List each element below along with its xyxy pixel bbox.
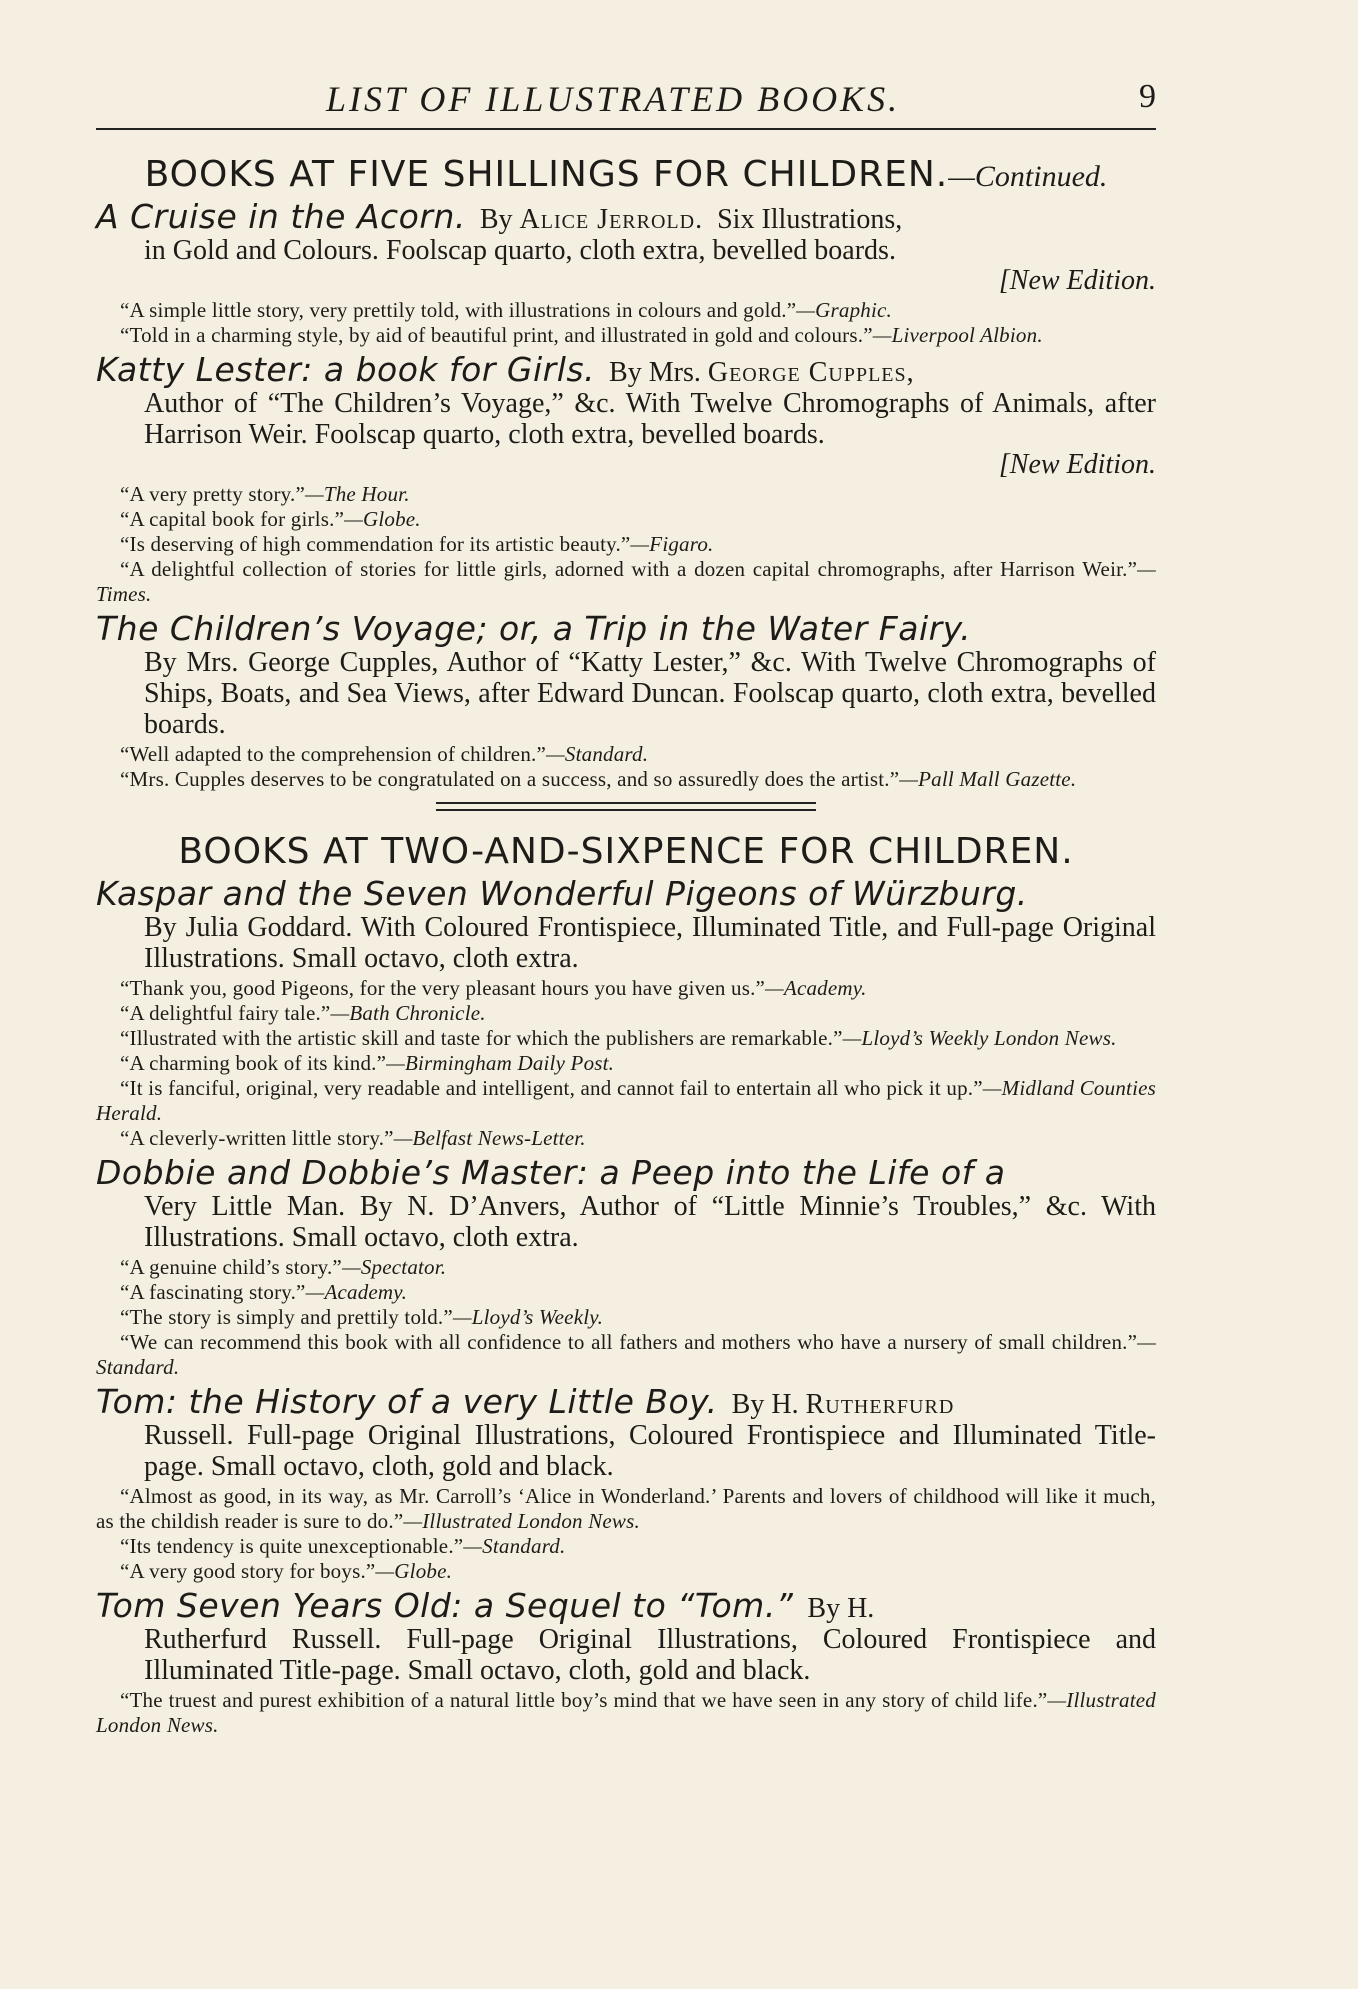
book-title: Katty Lester: a book for Girls.: [96, 350, 596, 389]
running-title: LIST OF ILLUSTRATED BOOKS.: [326, 79, 901, 119]
by-label: By Mrs.: [609, 357, 701, 388]
by-label: By H.: [807, 1593, 875, 1624]
entry-head: [96, 197, 1156, 236]
book-author: Rutherfurd: [805, 1389, 955, 1420]
review-source: —Figaro.: [630, 532, 714, 556]
reviews: [96, 742, 1156, 792]
review-text: “A very pretty story.”: [120, 482, 305, 506]
section-five-shillings: [96, 154, 1156, 792]
review: [96, 507, 1156, 532]
section-heading: [96, 154, 1156, 195]
book-title: The Children’s Voyage; or, a Trip in the Water Fairy.: [96, 609, 972, 648]
review-source: —Birmingham Daily Post.: [386, 1051, 615, 1075]
review-source: —Standard.: [546, 742, 649, 766]
review-source: —Standard.: [96, 1330, 1156, 1379]
review: [96, 1001, 1156, 1026]
section-heading-text: BOOKS AT TWO-AND-SIXPENCE FOR CHILDREN.: [178, 831, 1074, 872]
review: [96, 767, 1156, 792]
review-text: “Told in a charming style, by aid of beautiful print, and illustrated in gold and colours.”: [120, 323, 873, 347]
review-text: “We can recommend this book with all confidence to all fathers and mothers who have a nursery of small children.”: [120, 1330, 1138, 1354]
reviews: [96, 298, 1156, 348]
book-entry: [96, 1382, 1156, 1584]
review: [96, 1559, 1156, 1584]
book-title: Kaspar and the Seven Wonderful Pigeons of Würzburg.: [96, 874, 1028, 913]
review-source: —The Hour.: [304, 482, 410, 506]
entry-head: [96, 1382, 1156, 1421]
review-source: —Academy.: [305, 1280, 408, 1304]
review-text: “Well adapted to the comprehension of children.”: [120, 742, 547, 766]
review: [96, 1126, 1156, 1151]
review: [96, 1688, 1156, 1738]
review: [96, 298, 1156, 323]
book-entry: [96, 874, 1156, 1151]
entry-head: [96, 1586, 1156, 1625]
edition-note: [New Edition.: [998, 449, 1156, 480]
book-title: A Cruise in the Acorn.: [96, 197, 466, 236]
by-label: By: [479, 204, 513, 235]
review: [96, 1330, 1156, 1380]
entry-head: [96, 609, 1156, 648]
review-source: —Lloyd’s Weekly London News.: [842, 1026, 1117, 1050]
review-text: “A fascinating story.”: [120, 1280, 306, 1304]
review-source: —Standard.: [463, 1534, 566, 1558]
review-text: “A cleverly-written little story.”: [120, 1126, 394, 1150]
book-details: By Mrs. George Cupples, Author of “Katty Lester,” &c. With Twelve Chromographs of Ships, Boats, and Sea Views, after Edward Duncan. Foolscap quarto, cloth extra, bevelled boards.: [144, 647, 1156, 740]
book-details-first: Six Illustrations,: [717, 204, 903, 235]
review-source: —Pall Mall Gazette.: [899, 767, 1077, 791]
review: [96, 1051, 1156, 1076]
reviews: [96, 1484, 1156, 1584]
edition-note: [New Edition.: [998, 265, 1156, 296]
book-author: George Cupples,: [707, 357, 915, 388]
book-title: Dobbie and Dobbie’s Master: a Peep into the Life of a: [96, 1153, 1006, 1192]
review-text: “A delightful fairy tale.”: [120, 1001, 331, 1025]
review-source: —Bath Chronicle.: [330, 1001, 486, 1025]
book-details: By Julia Goddard. With Coloured Frontispiece, Illuminated Title, and Full-page Original Illustrations. Small octavo, cloth extra.: [144, 912, 1156, 974]
review-text: “A delightful collection of stories for little girls, adorned with a dozen capital chromographs, after Harrison Weir.”: [120, 557, 1138, 581]
review: [96, 532, 1156, 557]
entry-head: [96, 350, 1156, 389]
book-details: Very Little Man. By N. D’Anvers, Author of “Little Minnie’s Troubles,” &c. With Illustrations. Small octavo, cloth extra.: [144, 1191, 1156, 1253]
book-details: Rutherfurd Russell. Full-page Original Illustrations, Coloured Frontispiece and Illuminated Title-page. Small octavo, cloth, gold and black.: [144, 1624, 1156, 1686]
reviews: [96, 482, 1156, 607]
review-text: “A genuine child’s story.”: [120, 1255, 342, 1279]
review-text: “Thank you, good Pigeons, for the very pleasant hours you have given us.”: [120, 976, 766, 1000]
book-details: Russell. Full-page Original Illustrations, Coloured Frontispiece and Illuminated Title-page. Small octavo, cloth, gold and black.: [144, 1420, 1156, 1482]
review-source: —Belfast News-Letter.: [393, 1126, 586, 1150]
review: [96, 323, 1156, 348]
section-heading: [96, 831, 1156, 872]
review: [96, 1280, 1156, 1305]
book-details: Author of “The Children’s Voyage,” &c. With Twelve Chromographs of Animals, after Harrison Weir. Foolscap quarto, cloth extra, bevelled boards.: [144, 388, 1156, 450]
book-author: Alice Jerrold.: [519, 204, 704, 235]
review-source: —Illustrated London News.: [403, 1509, 640, 1533]
section-two-and-sixpence: [96, 831, 1156, 1738]
review-source: —Academy.: [765, 976, 867, 1000]
section-divider: [436, 802, 816, 811]
reviews: [96, 976, 1156, 1151]
by-label: By H.: [731, 1389, 799, 1420]
review-text: “Illustrated with the artistic skill and taste for which the publishers are remarkable.”: [120, 1026, 843, 1050]
section-heading-continued: —Continued.: [948, 160, 1108, 193]
review-text: “A capital book for girls.”: [120, 507, 345, 531]
entry-head: [96, 874, 1156, 913]
review-text: “The story is simply and prettily told.”: [120, 1305, 453, 1329]
reviews: [96, 1688, 1156, 1738]
review: [96, 557, 1156, 607]
review-source: —Times.: [96, 557, 1156, 606]
review-text: “It is fanciful, original, very readable and intelligent, and cannot fail to entertain all who pick it up.”: [120, 1076, 983, 1100]
review-text: “A charming book of its kind.”: [120, 1051, 387, 1075]
review: [96, 1076, 1156, 1126]
review-source: —Spectator.: [341, 1255, 447, 1279]
review: [96, 1534, 1156, 1559]
book-entry: [96, 609, 1156, 792]
running-head: [96, 78, 1156, 134]
review: [96, 742, 1156, 767]
review: [96, 1484, 1156, 1534]
review-text: “Is deserving of high commendation for its artistic beauty.”: [120, 532, 631, 556]
review-text: “A simple little story, very prettily told, with illustrations in colours and gold.”: [120, 298, 797, 322]
book-title: Tom: the History of a very Little Boy.: [96, 1382, 718, 1421]
review-source: —Graphic.: [796, 298, 892, 322]
review-source: —Lloyd’s Weekly.: [452, 1305, 604, 1329]
review-source: —Globe.: [375, 1559, 453, 1583]
review-source: —Liverpool Albion.: [872, 323, 1043, 347]
review-text: “The truest and purest exhibition of a natural little boy’s mind that we have seen in any story of child life.”: [120, 1688, 1048, 1712]
header-rule: [96, 128, 1156, 130]
book-entry: [96, 350, 1156, 607]
review: [96, 1305, 1156, 1330]
review: [96, 1026, 1156, 1051]
reviews: [96, 1255, 1156, 1380]
review-text: “Mrs. Cupples deserves to be congratulated on a success, and so assuredly does the artist.”: [120, 767, 900, 791]
section-heading-text: BOOKS AT FIVE SHILLINGS FOR CHILDREN.: [144, 154, 949, 195]
entry-head: [96, 1153, 1156, 1192]
review-text: “Its tendency is quite unexceptionable.”: [120, 1534, 464, 1558]
book-details: in Gold and Colours. Foolscap quarto, cloth extra, bevelled boards.: [144, 235, 896, 266]
book-entry: [96, 197, 1156, 348]
book-entry: [96, 1153, 1156, 1380]
review: [96, 1255, 1156, 1280]
review-text: “Almost as good, in its way, as Mr. Carroll’s ‘Alice in Wonderland.’ Parents and lovers of childhood will like it much, as the childish reader is sure to do.”: [96, 1484, 1156, 1533]
page-content: [96, 150, 1156, 1744]
review-source: —Illustrated London News.: [96, 1688, 1156, 1737]
review: [96, 976, 1156, 1001]
book-title: Tom Seven Years Old: a Sequel to “Tom.”: [96, 1586, 794, 1625]
book-entry: [96, 1586, 1156, 1738]
review: [96, 482, 1156, 507]
review-text: “A very good story for boys.”: [120, 1559, 376, 1583]
page-number: 9: [1139, 78, 1156, 115]
review-source: —Globe.: [344, 507, 421, 531]
review-source: —Midland Counties Herald.: [96, 1076, 1156, 1125]
